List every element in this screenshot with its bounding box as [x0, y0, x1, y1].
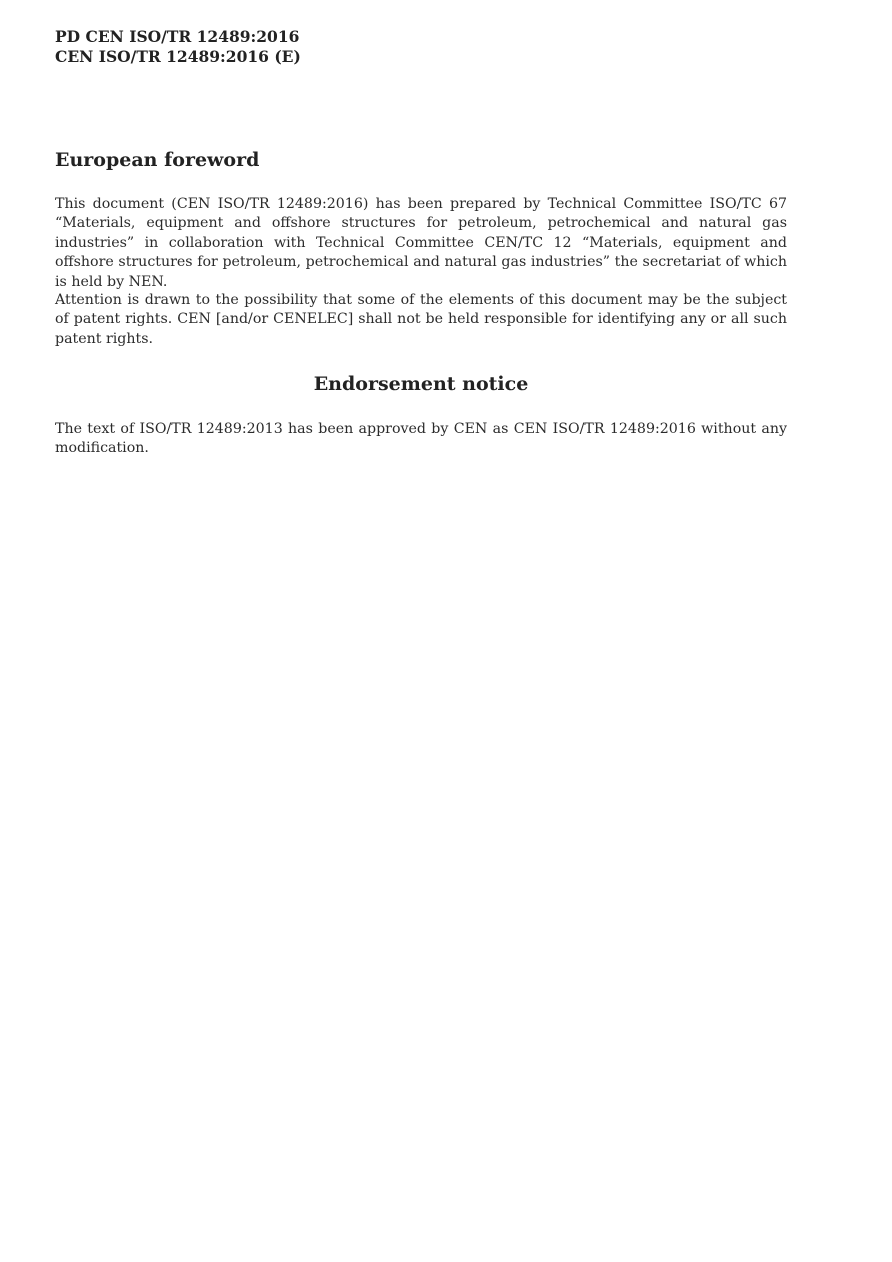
foreword-heading: European foreword — [55, 149, 260, 171]
foreword-paragraph-patent-rights: Attention is drawn to the possibility that some of the elements of this document may be the subject of patent rights. CEN [and/or CENELEC] shall not be held responsible for identifying any or all such patent rights. — [55, 292, 787, 347]
foreword-paragraph-preparation: This document (CEN ISO/TR 12489:2016) has been prepared by Technical Committee ISO/TC 67 “Materials, equipment and offshore structures for petroleum, petrochemical and natural gas industries” in collaboration with Technical Committee CEN/TC 12 “Materials, equipment and offshore structures for petroleum, petrochemical and natural gas industries” the secretariat of which is held by NEN. — [55, 196, 787, 290]
document-designation-primary: PD CEN ISO/TR 12489:2016 — [55, 27, 300, 46]
endorsement-heading: Endorsement notice — [313, 373, 529, 395]
document-header — [55, 27, 301, 67]
endorsement-paragraph: The text of ISO/TR 12489:2013 has been approved by CEN as CEN ISO/TR 12489:2016 without any modification. — [55, 421, 787, 457]
document-designation-secondary: CEN ISO/TR 12489:2016 (E) — [55, 47, 301, 66]
